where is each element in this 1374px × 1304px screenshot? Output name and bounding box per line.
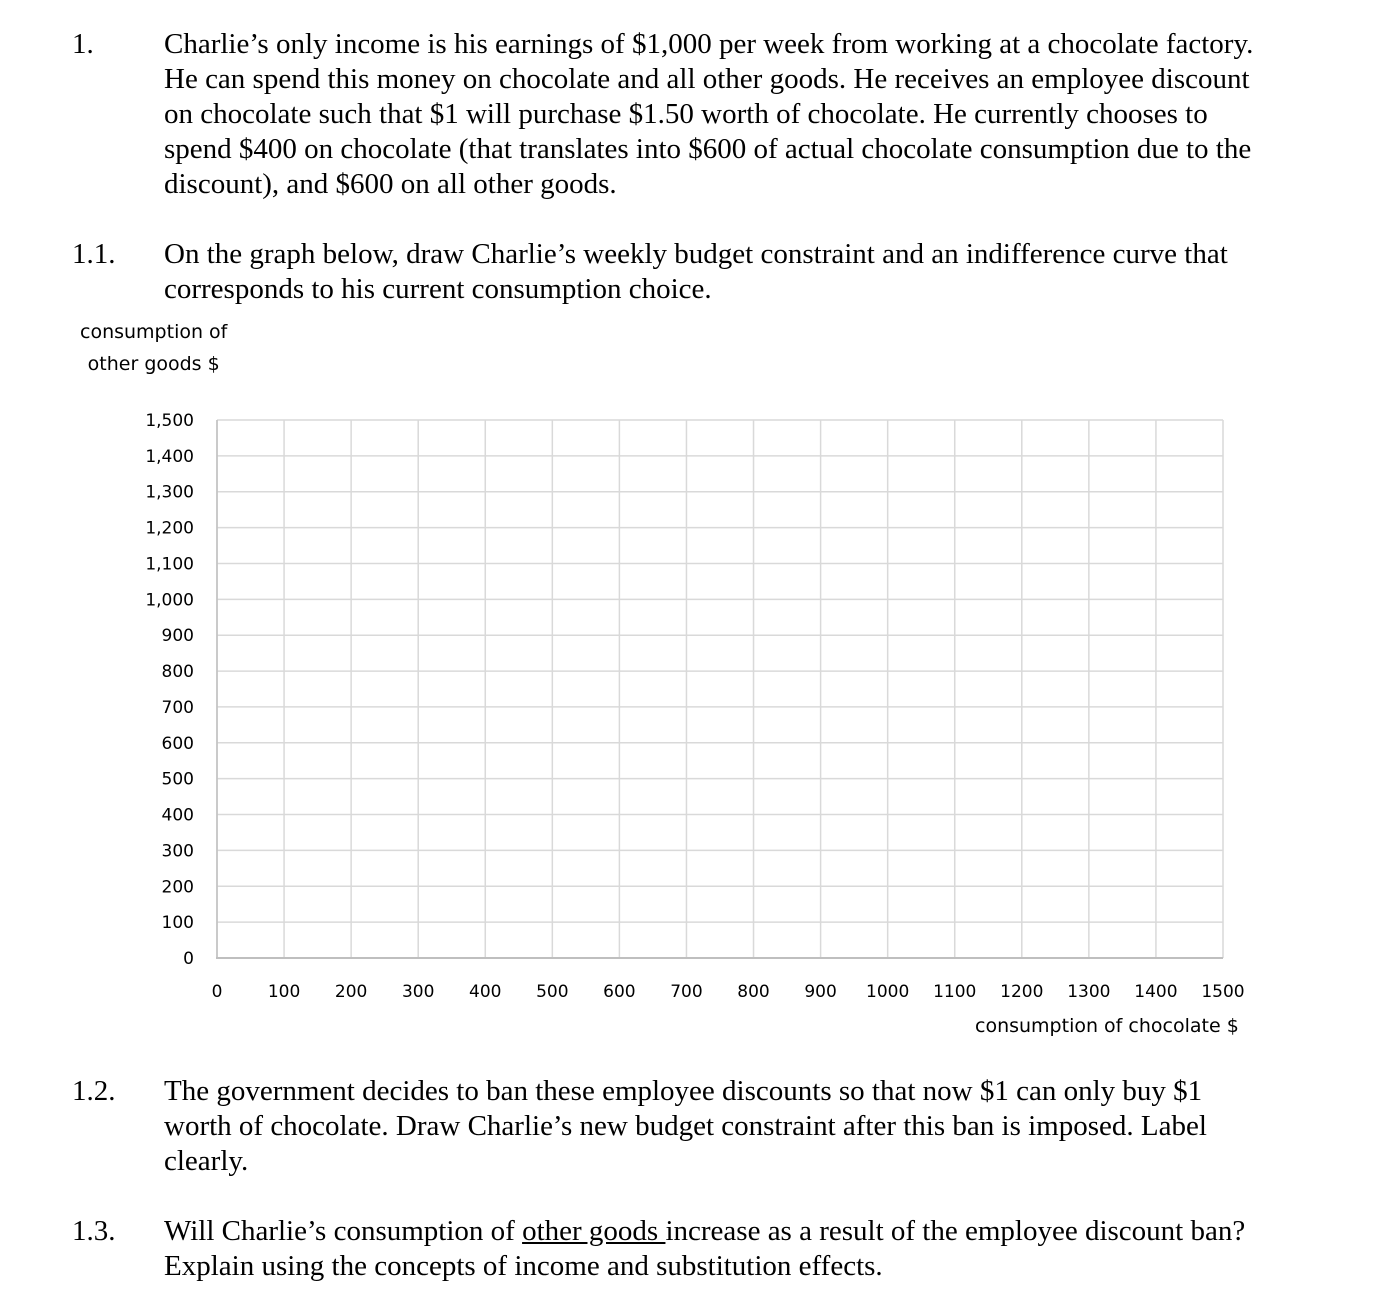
question-1-2-text: The government decides to ban these employee discounts so that now $1 can only buy $1 worth of chocolate. Draw Charlie’s new budget constraint after this ban is imposed. Label clearly. xyxy=(164,1075,1207,1177)
x-tick-label: 1000 xyxy=(866,982,910,1002)
y-tick-label: 700 xyxy=(161,697,194,718)
y-tick-label: 1,300 xyxy=(145,482,194,503)
y-tick-label: 900 xyxy=(161,626,194,647)
x-tick-label: 1300 xyxy=(1067,982,1111,1002)
x-tick-label: 700 xyxy=(670,982,703,1002)
x-tick-label: 1500 xyxy=(1201,982,1245,1002)
question-1-3-text xyxy=(164,1214,1254,1284)
x-tick-label: 200 xyxy=(334,982,368,1002)
x-tick-label: 100 xyxy=(267,982,301,1002)
question-1-2-number: 1.2. xyxy=(72,1075,116,1107)
y-tick-label: 400 xyxy=(161,805,194,826)
x-tick-label: 500 xyxy=(536,982,569,1002)
y-tick-label: 0 xyxy=(183,949,194,969)
y-tick-label: 500 xyxy=(161,769,194,790)
y-axis-label-line-2: other goods $ xyxy=(87,353,220,375)
question-1-1-text: On the graph below, draw Charlie’s weekly budget constraint and an indifference curve that corresponds to his current consumption choice. xyxy=(164,238,1228,305)
question-1-3-text-end: increase as a result of the employee discount ban? Explain using the concepts of income and substitution effects. xyxy=(164,1215,1246,1282)
x-tick-label: 1200 xyxy=(1000,982,1044,1002)
y-tick-label: 100 xyxy=(161,913,194,934)
question-1-text: Charlie’s only income is his earnings of $1,000 per week from working at a chocolate factory. He can spend this money on chocolate and all other goods. He receives an employee discount on chocolate such that $1 will purchase $1.50 worth of chocolate. He currently chooses to spend $400 on chocolate (that translates into $600 of actual chocolate consumption due to the discount), and $600 on all other goods. xyxy=(164,28,1254,200)
question-1-3-number: 1.3. xyxy=(72,1215,116,1247)
x-tick-label: 400 xyxy=(469,982,502,1002)
question-1-3-text-start: Will Charlie’s consumption of xyxy=(164,1215,523,1247)
y-tick-label: 200 xyxy=(161,877,194,898)
y-tick-label: 300 xyxy=(161,841,194,862)
x-tick-label: 300 xyxy=(401,982,435,1002)
y-tick-label: 600 xyxy=(161,733,194,754)
x-tick-label: 1100 xyxy=(933,982,977,1002)
y-tick-label: 1,200 xyxy=(145,518,194,539)
y-tick-label: 1,100 xyxy=(145,554,194,575)
x-axis-label: consumption of chocolate $ xyxy=(975,1015,1239,1037)
x-tick-label: 1400 xyxy=(1134,982,1178,1002)
x-tick-label: 600 xyxy=(603,982,636,1002)
question-1-number: 1. xyxy=(72,28,94,60)
x-tick-label: 0 xyxy=(211,982,223,1002)
question-1-3-underlined-text: other goods xyxy=(522,1215,666,1247)
question-1-1-number: 1.1. xyxy=(72,238,116,270)
y-tick-label: 800 xyxy=(161,662,194,683)
y-tick-label: 1,500 xyxy=(145,411,194,431)
y-tick-label: 1,400 xyxy=(145,446,194,467)
x-tick-label: 800 xyxy=(737,982,770,1002)
x-tick-label: 900 xyxy=(804,982,837,1002)
y-axis-label-line-1: consumption of xyxy=(80,321,228,343)
y-tick-label: 1,000 xyxy=(145,590,194,611)
